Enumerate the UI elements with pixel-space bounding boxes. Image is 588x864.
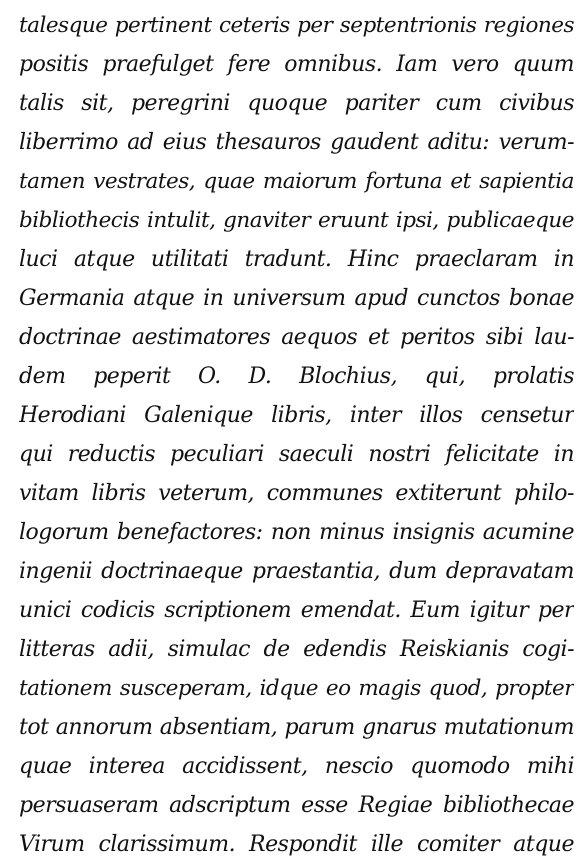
latin-text-block	[19, 6, 574, 864]
text-line: positis praefulget fere omnibus. Iam vero quum	[19, 52, 574, 77]
text-line: vitam libris veterum, communes extiterunt philo-	[19, 481, 574, 506]
text-line: logorum benefactores: non minus insignis acumine	[19, 520, 574, 545]
text-line: tot annorum absentiam, parum gnarus mutationum	[19, 715, 574, 740]
text-line: Herodiani Galenique libris, inter illos censetur	[19, 403, 574, 428]
text-line: luci atque utilitati tradunt. Hinc praeclaram in	[19, 247, 574, 272]
text-line: Virum clarissimum. Respondit ille comiter atque	[19, 832, 574, 857]
text-line: unici codicis scriptionem emendat. Eum igitur per	[19, 598, 574, 623]
text-line: tationem susceperam, idque eo magis quod, propter	[19, 676, 574, 701]
text-line: doctrinae aestimatores aequos et peritos sibi lau-	[19, 325, 574, 350]
text-line: litteras adii, simulac de edendis Reiskianis cogi-	[19, 637, 574, 662]
text-line: talesque pertinent ceteris per septentrionis regiones	[19, 13, 574, 38]
text-line: tamen vestrates, quae maiorum fortuna et sapientia	[19, 169, 574, 194]
text-line: qui reductis peculiari saeculi nostri felicitate in	[19, 442, 574, 467]
text-line: liberrimo ad eius thesauros gaudent aditu: verum-	[19, 130, 574, 155]
text-line: persuaseram adscriptum esse Regiae bibliothecae	[19, 793, 574, 818]
text-line: bibliothecis intulit, gnaviter eruunt ipsi, publicaeque	[19, 208, 574, 233]
text-line: ingenii doctrinaeque praestantia, dum depravatam	[19, 559, 574, 584]
text-line: talis sit, peregrini quoque pariter cum civibus	[19, 91, 574, 116]
text-line: Germania atque in universum apud cunctos bonae	[19, 286, 574, 311]
text-line: quae interea accidissent, nescio quomodo mihi	[19, 754, 574, 779]
text-line: dem peperit O. D. Blochius, qui, prolatis	[19, 364, 574, 389]
